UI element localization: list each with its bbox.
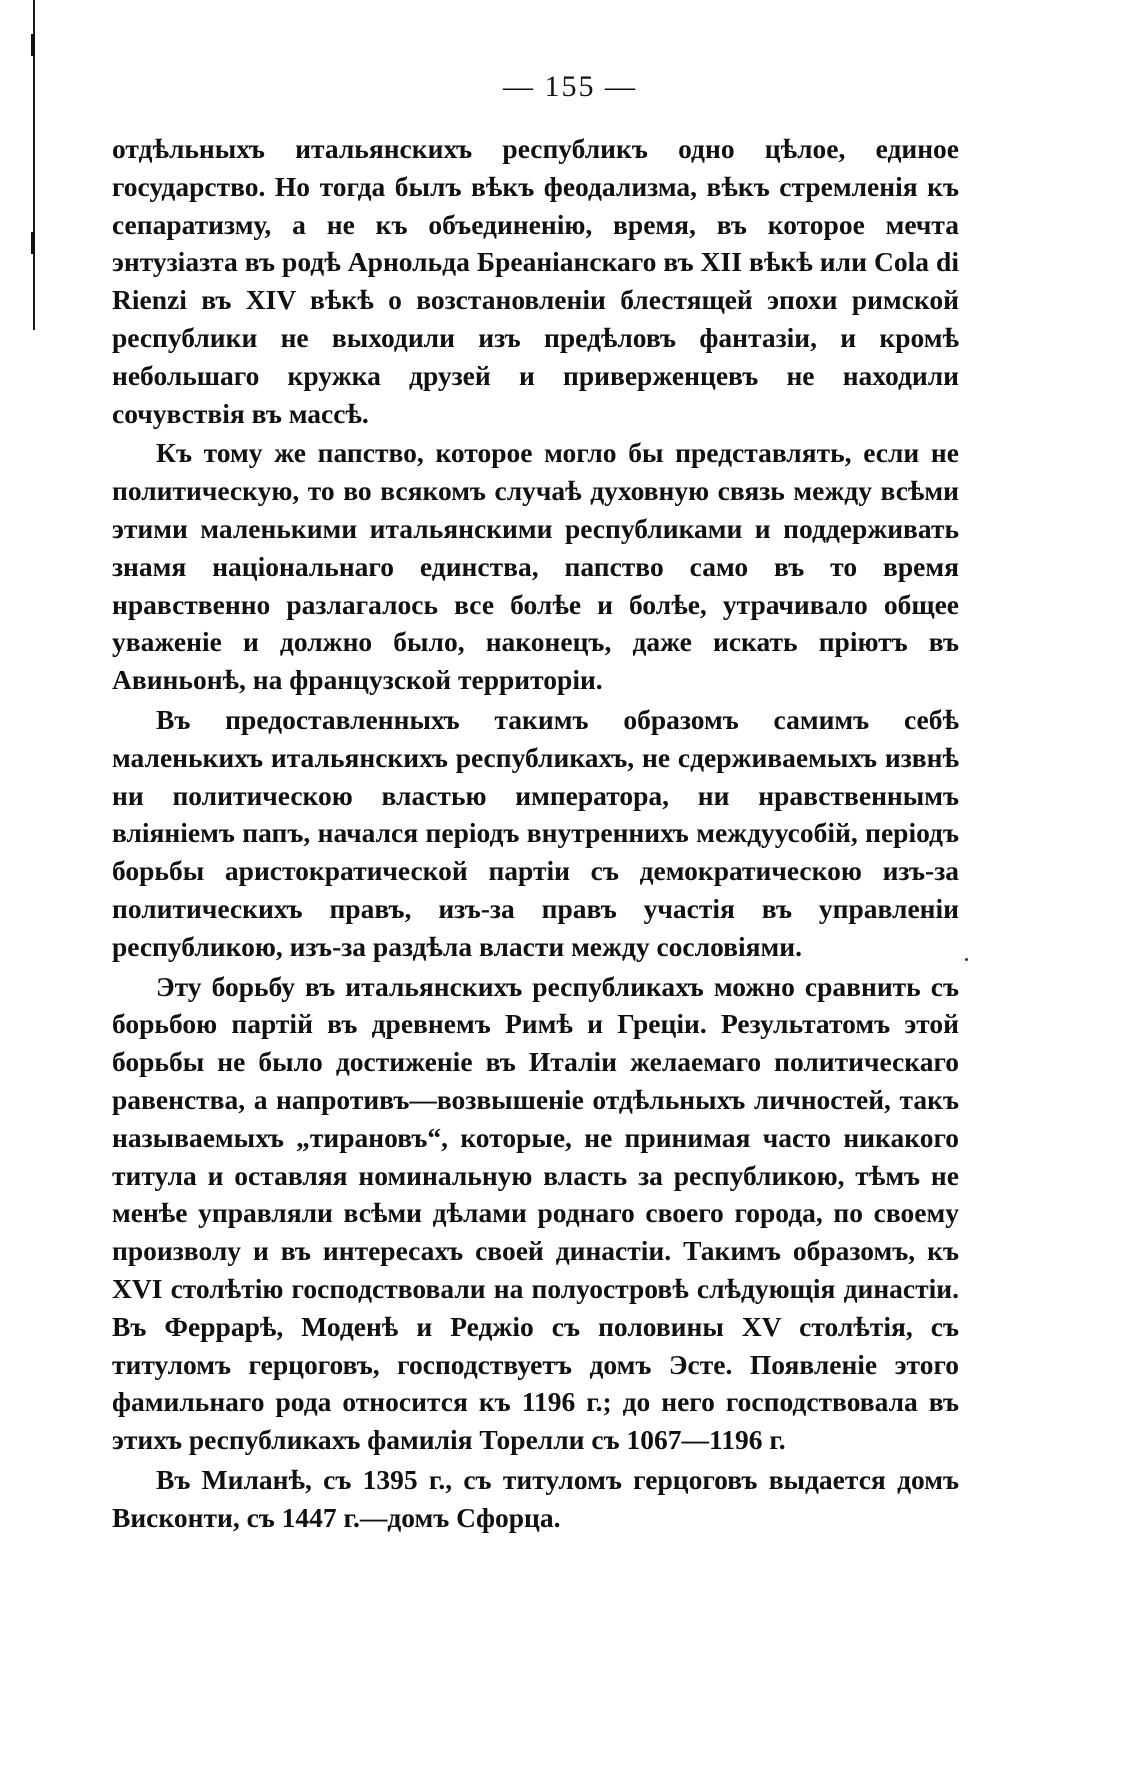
paragraph-1: отдѣльныхъ итальянскихъ республикъ одно цѣлое, единое государство. Но тогда былъ вѣкъ феодализма, вѣкъ стремленія къ сепаратизму, а не къ объединенію, время, въ которое мечта энтузіазта въ родѣ Арнольда Бреаніанскаго въ XII вѣкѣ или Cola di Rienzi въ XIV вѣкѣ о возстановленіи блестящей эпохи римской республики не выходили изъ предѣловъ фантазіи, и кромѣ небольшаго кружка друзей и приверженцевъ не находили сочувствія въ массѣ. [112, 133, 959, 429]
paragraph-2: Къ тому же папство, которое могло бы представлять, если не политическую, то во всякомъ случаѣ духовную связь между всѣми этими маленькими итальянскими республиками и поддерживать знамя національнаго единства, папство само въ то время нравственно разлагалось все болѣе и болѣе, утрачивало общее уваженіе и должно было, наконецъ, даже искать пріютъ въ Авиньонѣ, на французской территоріи. [112, 437, 959, 696]
body-text [112, 130, 959, 1536]
page-number: — 155 — [503, 70, 637, 103]
stray-ink-dot [965, 958, 968, 961]
binding-mark [31, 34, 35, 56]
paragraph-4: Эту борьбу въ итальянскихъ республикахъ можно сравнить съ борьбою партій въ древнемъ Римѣ и Греціи. Результатомъ этой борьбы не было достиженіе въ Италіи желаемаго политическаго равенства, а напротивъ—возвышеніе отдѣльныхъ личностей, такъ называемыхъ „тирановъ“, которые, не принимая часто никакого титула и оставляя номинальную власть за республикою, тѣмъ не менѣе управляли всѣми дѣлами роднаго своего города, по своему произволу и въ интересахъ своей династіи. Такимъ образомъ, къ XVI столѣтію господствовали на полуостровѣ слѣдующія династіи. Въ Феррарѣ, Моденѣ и Реджіо съ половины XV столѣтія, съ титуломъ герцоговъ, господствуетъ домъ Эсте. Появленіе этого фамильнаго рода относится къ 1196 г.; до него господствовала въ этихъ республикахъ фамилія Торелли съ 1067—1196 г. [112, 970, 959, 1456]
paragraph-3: Въ предоставленныхъ такимъ образомъ самимъ себѣ маленькихъ итальянскихъ республикахъ, не сдерживаемыхъ извнѣ ни политическою властью императора, ни нравственнымъ вліяніемъ папъ, начался періодъ внутреннихъ междуусобій, періодъ борьбы аристократической партіи съ демократическою изъ-за политическихъ правъ, изъ-за правъ участія въ управленіи республикою, изъ-за раздѣла власти между сословіями. [112, 703, 959, 962]
paragraph-5: Въ Миланѣ, съ 1395 г., съ титуломъ герцоговъ выдается домъ Висконти, съ 1447 г.—домъ Сфорца. [112, 1463, 959, 1533]
binding-mark [31, 232, 35, 254]
